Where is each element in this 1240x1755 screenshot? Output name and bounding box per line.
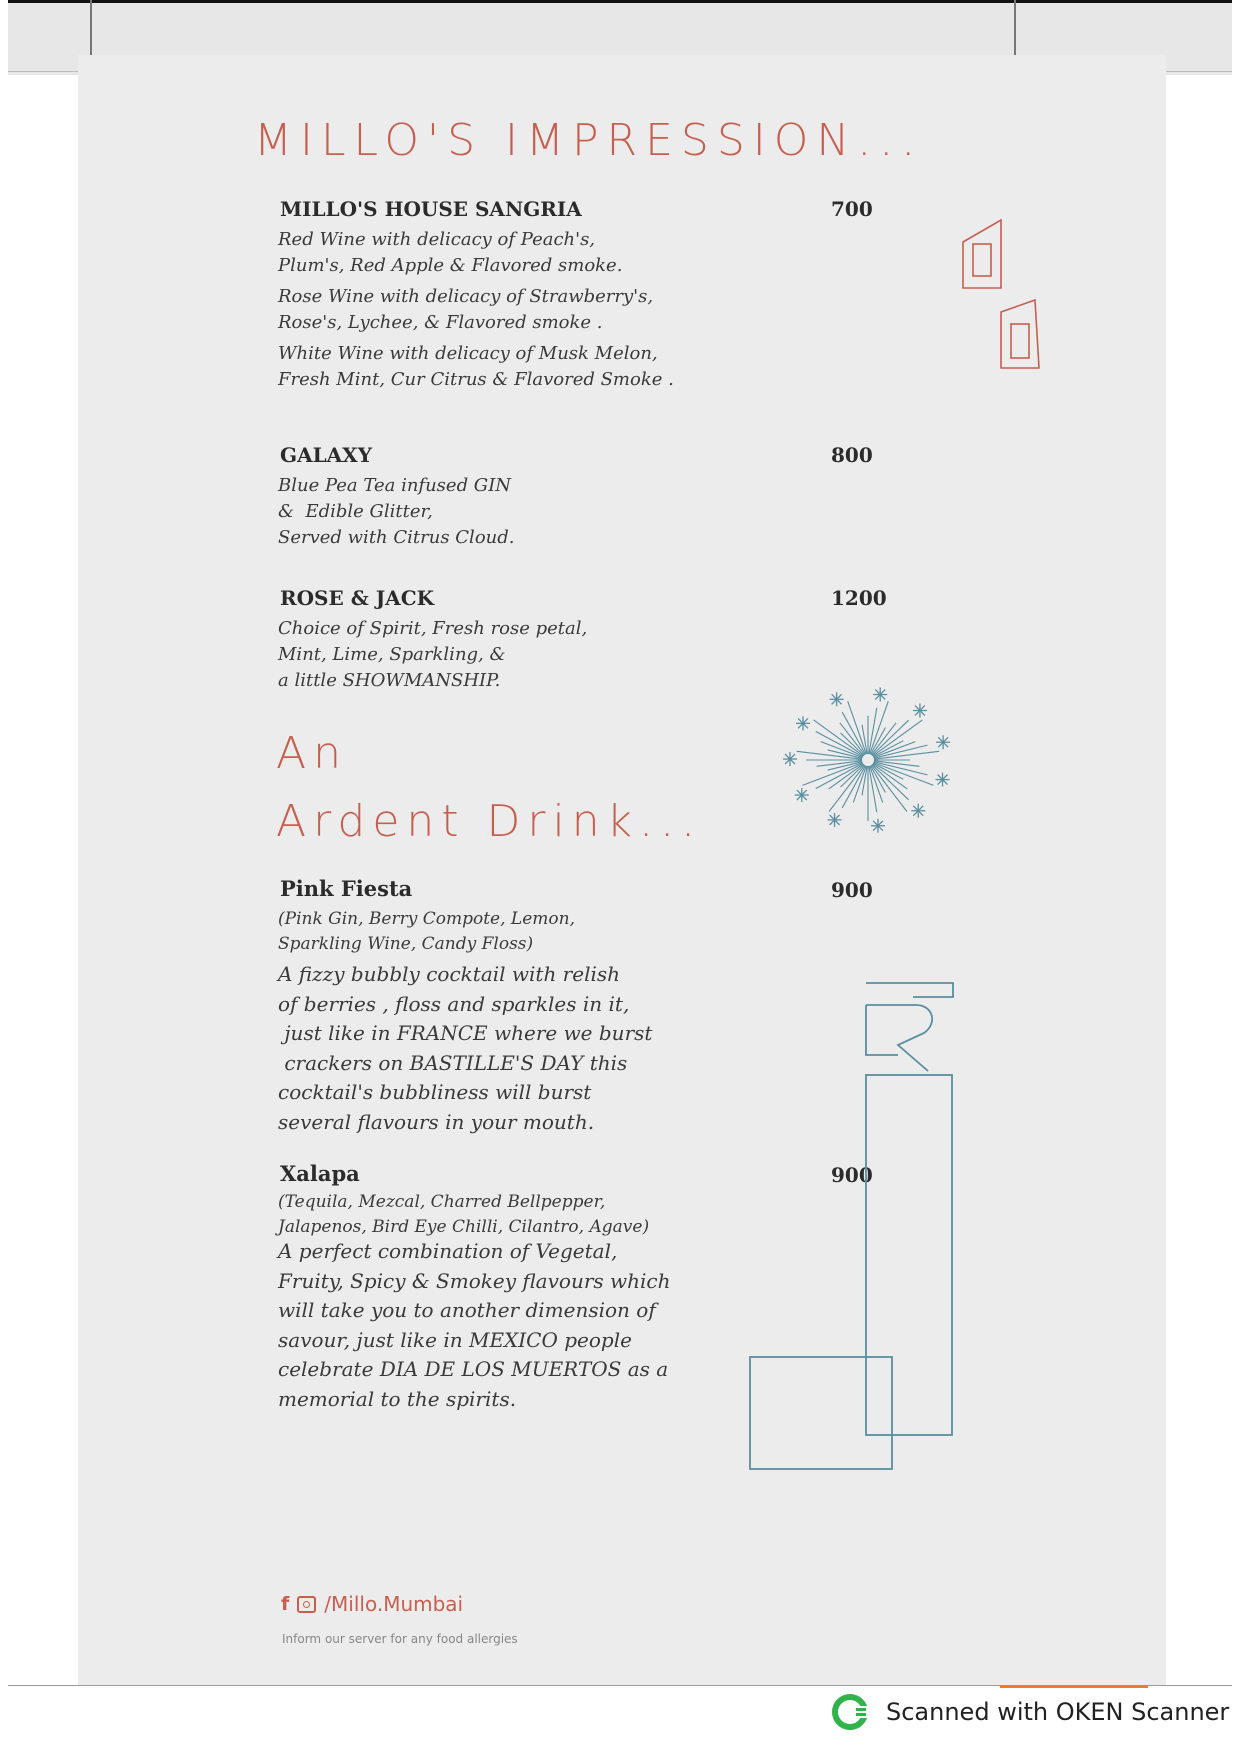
facebook-icon[interactable]: f [281, 1593, 290, 1615]
item-desc: Red Wine with delicacy of Peach's, Plum's, Red Apple & Flavored smoke. [278, 229, 623, 276]
item-price-pink-fiesta: 900 [831, 878, 873, 902]
rupee-column-outline-icon [748, 975, 968, 1475]
allergy-note: Inform our server for any food allergies [282, 1632, 518, 1646]
item-name-xalapa: Xalapa [280, 1161, 360, 1186]
item-name-galaxy: GALAXY [280, 443, 372, 467]
social-handle[interactable]: /Millo.Mumbai [324, 1592, 464, 1616]
item-desc: White Wine with delicacy of Musk Melon, Fresh Mint, Cur Citrus & Flavored Smoke . [278, 343, 674, 390]
item-desc: Choice of Spirit, Fresh rose petal, Mint, Lime, Sparkling, & a little SHOWMANSHIP. [278, 618, 588, 691]
scanner-logo-icon [832, 1692, 872, 1732]
item-name-rose-jack: ROSE & JACK [280, 586, 434, 610]
instagram-icon[interactable] [297, 1596, 316, 1613]
social-links [281, 1592, 463, 1616]
section-title-ardent: An Ardent Drink... [276, 728, 703, 847]
item-ingredients: (Tequila, Mezcal, Charred Bellpepper, Jalapenos, Bird Eye Chilli, Cilantro, Agave) [278, 1192, 650, 1237]
item-ingredients: (Pink Gin, Berry Compote, Lemon, Sparkling Wine, Candy Floss) [278, 909, 575, 954]
top-tick-left [90, 0, 92, 60]
menu-title: MILLO'S IMPRESSION... [254, 115, 924, 166]
item-name-pink-fiesta: Pink Fiesta [280, 876, 413, 901]
menu-page [78, 55, 1166, 1685]
scanner-label: Scanned with OKEN Scanner [886, 1698, 1230, 1726]
item-desc: Rose Wine with delicacy of Strawberry's, Rose's, Lychee, & Flavored smoke . [278, 286, 654, 333]
building-outline-icon [963, 220, 1073, 400]
item-desc: A fizzy bubbly cocktail with relish of berries , floss and sparkles in it, just like in FRANCE where we burst crackers on BASTILLE'S DAY this cocktail's bubbliness will burst several flavours in your mouth. [278, 962, 653, 1134]
firework-icon [768, 675, 968, 845]
scanner-watermark [832, 1692, 1229, 1732]
top-tick-right [1014, 0, 1016, 60]
item-price-rose-jack: 1200 [831, 586, 887, 610]
item-desc: Blue Pea Tea infused GIN & Edible Glitter, Served with Citrus Cloud. [278, 475, 515, 548]
item-name-sangria: MILLO'S HOUSE SANGRIA [280, 197, 582, 221]
item-price-galaxy: 800 [831, 443, 873, 467]
item-price-xalapa: 900 [831, 1163, 873, 1187]
item-desc: A perfect combination of Vegetal, Fruity, Spicy & Smokey flavours which will take you to another dimension of savour, just like in MEXICO people celebrate DIA DE LOS MUERTOS as a memorial to the spirits. [278, 1239, 671, 1411]
item-price-sangria: 700 [831, 197, 873, 221]
